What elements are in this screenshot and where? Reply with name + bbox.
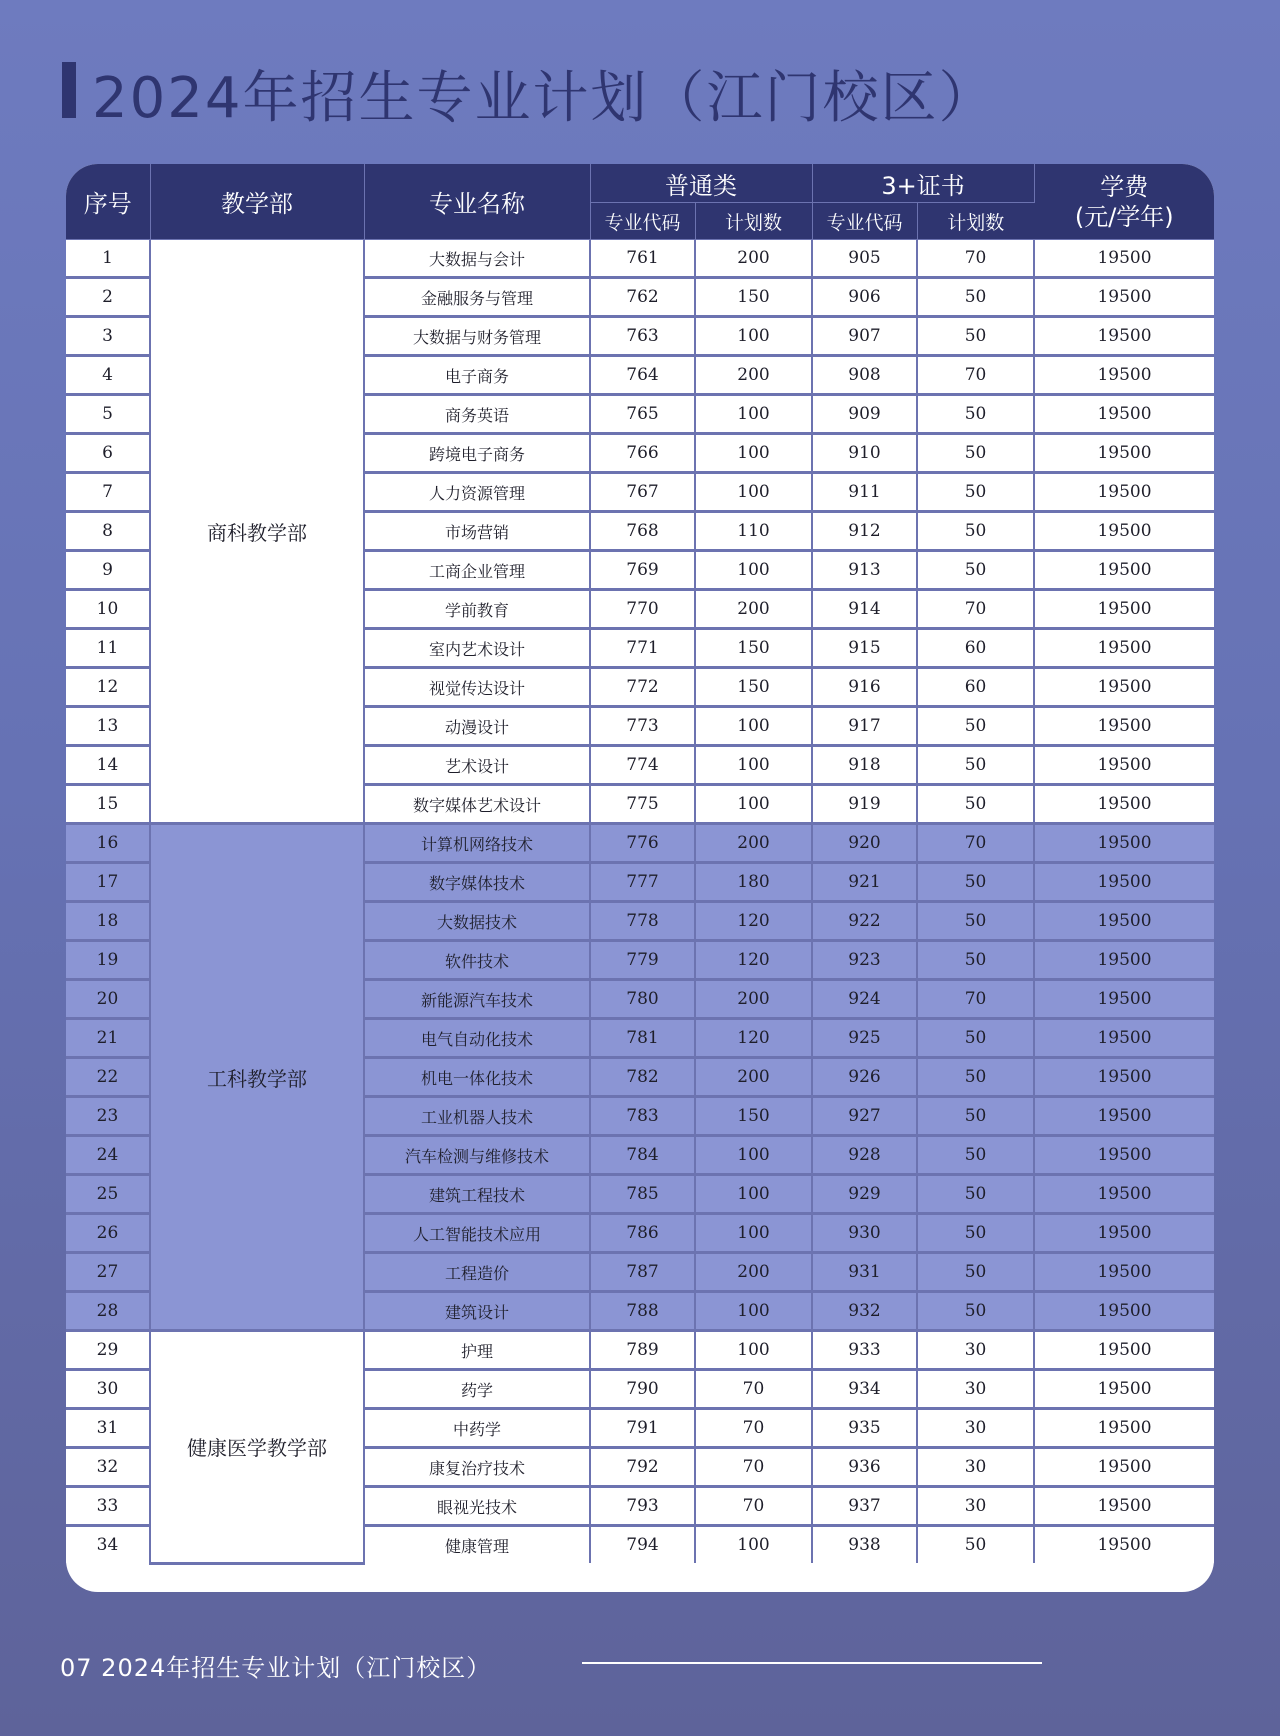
regular-plan-cell: 200 <box>695 1253 812 1292</box>
major-name-cell: 建筑工程技术 <box>364 1175 590 1214</box>
header-major: 专业名称 <box>364 164 590 240</box>
cert-code-cell: 930 <box>812 1214 917 1253</box>
footer-divider <box>582 1662 1042 1664</box>
seq-cell: 18 <box>66 902 150 941</box>
seq-cell: 28 <box>66 1292 150 1331</box>
major-name-cell: 大数据与财务管理 <box>364 317 590 356</box>
seq-cell: 7 <box>66 473 150 512</box>
regular-code-cell: 781 <box>590 1019 695 1058</box>
header-regular-code: 专业代码 <box>590 203 695 240</box>
enrollment-plan-table <box>66 164 1214 1565</box>
header-cert: 3+证书 <box>812 164 1034 203</box>
regular-plan-cell: 180 <box>695 863 812 902</box>
major-name-cell: 建筑设计 <box>364 1292 590 1331</box>
title-accent-bar <box>62 62 76 118</box>
regular-code-cell: 765 <box>590 395 695 434</box>
major-name-cell: 新能源汽车技术 <box>364 980 590 1019</box>
enrollment-plan-table-container <box>66 164 1214 1592</box>
cert-plan-cell: 70 <box>917 980 1034 1019</box>
regular-plan-cell: 100 <box>695 785 812 824</box>
regular-code-cell: 782 <box>590 1058 695 1097</box>
seq-cell: 3 <box>66 317 150 356</box>
regular-plan-cell: 100 <box>695 1136 812 1175</box>
regular-code-cell: 768 <box>590 512 695 551</box>
cert-code-cell: 915 <box>812 629 917 668</box>
fee-cell: 19500 <box>1034 1097 1214 1136</box>
cert-plan-cell: 50 <box>917 1136 1034 1175</box>
fee-cell: 19500 <box>1034 356 1214 395</box>
regular-code-cell: 776 <box>590 824 695 863</box>
seq-cell: 14 <box>66 746 150 785</box>
regular-code-cell: 761 <box>590 240 695 278</box>
fee-cell: 19500 <box>1034 902 1214 941</box>
regular-code-cell: 764 <box>590 356 695 395</box>
cert-plan-cell: 50 <box>917 902 1034 941</box>
cert-code-cell: 906 <box>812 278 917 317</box>
fee-cell: 19500 <box>1034 1331 1214 1370</box>
seq-cell: 12 <box>66 668 150 707</box>
major-name-cell: 工程造价 <box>364 1253 590 1292</box>
cert-plan-cell: 70 <box>917 240 1034 278</box>
fee-cell: 19500 <box>1034 1526 1214 1564</box>
regular-code-cell: 788 <box>590 1292 695 1331</box>
seq-cell: 31 <box>66 1409 150 1448</box>
major-name-cell: 健康管理 <box>364 1526 590 1564</box>
major-name-cell: 室内艺术设计 <box>364 629 590 668</box>
major-name-cell: 药学 <box>364 1370 590 1409</box>
major-name-cell: 跨境电子商务 <box>364 434 590 473</box>
seq-cell: 26 <box>66 1214 150 1253</box>
cert-code-cell: 905 <box>812 240 917 278</box>
regular-plan-cell: 150 <box>695 629 812 668</box>
regular-plan-cell: 120 <box>695 1019 812 1058</box>
fee-cell: 19500 <box>1034 395 1214 434</box>
regular-code-cell: 780 <box>590 980 695 1019</box>
footer-caption: 07 2024年招生专业计划（江门校区） <box>60 1654 492 1682</box>
major-name-cell: 数字媒体艺术设计 <box>364 785 590 824</box>
cert-code-cell: 928 <box>812 1136 917 1175</box>
seq-cell: 1 <box>66 240 150 278</box>
regular-plan-cell: 100 <box>695 395 812 434</box>
seq-cell: 20 <box>66 980 150 1019</box>
cert-code-cell: 922 <box>812 902 917 941</box>
seq-cell: 29 <box>66 1331 150 1370</box>
regular-plan-cell: 100 <box>695 1175 812 1214</box>
seq-cell: 33 <box>66 1487 150 1526</box>
regular-plan-cell: 100 <box>695 707 812 746</box>
regular-code-cell: 792 <box>590 1448 695 1487</box>
table-row <box>66 824 1214 863</box>
seq-cell: 19 <box>66 941 150 980</box>
regular-plan-cell: 120 <box>695 902 812 941</box>
cert-plan-cell: 50 <box>917 434 1034 473</box>
cert-code-cell: 936 <box>812 1448 917 1487</box>
major-name-cell: 工商企业管理 <box>364 551 590 590</box>
table-body <box>66 240 1214 1564</box>
seq-cell: 5 <box>66 395 150 434</box>
cert-code-cell: 937 <box>812 1487 917 1526</box>
fee-cell: 19500 <box>1034 278 1214 317</box>
regular-code-cell: 771 <box>590 629 695 668</box>
cert-code-cell: 929 <box>812 1175 917 1214</box>
cert-code-cell: 913 <box>812 551 917 590</box>
seq-cell: 23 <box>66 1097 150 1136</box>
regular-plan-cell: 200 <box>695 240 812 278</box>
regular-plan-cell: 200 <box>695 824 812 863</box>
cert-plan-cell: 50 <box>917 707 1034 746</box>
header-fee-line1: 学费 <box>1100 172 1149 201</box>
regular-code-cell: 784 <box>590 1136 695 1175</box>
fee-cell: 19500 <box>1034 863 1214 902</box>
major-name-cell: 动漫设计 <box>364 707 590 746</box>
regular-plan-cell: 100 <box>695 1331 812 1370</box>
regular-code-cell: 763 <box>590 317 695 356</box>
fee-cell: 19500 <box>1034 1292 1214 1331</box>
cert-plan-cell: 50 <box>917 317 1034 356</box>
cert-plan-cell: 70 <box>917 590 1034 629</box>
regular-plan-cell: 150 <box>695 668 812 707</box>
major-name-cell: 数字媒体技术 <box>364 863 590 902</box>
regular-code-cell: 775 <box>590 785 695 824</box>
cert-plan-cell: 50 <box>917 941 1034 980</box>
cert-plan-cell: 50 <box>917 1019 1034 1058</box>
regular-plan-cell: 150 <box>695 1097 812 1136</box>
cert-plan-cell: 50 <box>917 1097 1034 1136</box>
regular-code-cell: 789 <box>590 1331 695 1370</box>
cert-code-cell: 908 <box>812 356 917 395</box>
fee-cell: 19500 <box>1034 551 1214 590</box>
major-name-cell: 艺术设计 <box>364 746 590 785</box>
header-regular-plan: 计划数 <box>695 203 812 240</box>
cert-plan-cell: 30 <box>917 1487 1034 1526</box>
fee-cell: 19500 <box>1034 629 1214 668</box>
cert-plan-cell: 50 <box>917 278 1034 317</box>
cert-plan-cell: 60 <box>917 668 1034 707</box>
cert-code-cell: 910 <box>812 434 917 473</box>
cert-code-cell: 934 <box>812 1370 917 1409</box>
cert-code-cell: 912 <box>812 512 917 551</box>
regular-plan-cell: 100 <box>695 1526 812 1564</box>
cert-code-cell: 911 <box>812 473 917 512</box>
fee-cell: 19500 <box>1034 240 1214 278</box>
regular-code-cell: 793 <box>590 1487 695 1526</box>
fee-cell: 19500 <box>1034 746 1214 785</box>
cert-plan-cell: 60 <box>917 629 1034 668</box>
regular-code-cell: 783 <box>590 1097 695 1136</box>
fee-cell: 19500 <box>1034 1058 1214 1097</box>
regular-plan-cell: 100 <box>695 551 812 590</box>
header-fee <box>1034 164 1214 240</box>
seq-cell: 16 <box>66 824 150 863</box>
regular-code-cell: 766 <box>590 434 695 473</box>
cert-code-cell: 918 <box>812 746 917 785</box>
regular-plan-cell: 100 <box>695 1292 812 1331</box>
major-name-cell: 市场营销 <box>364 512 590 551</box>
seq-cell: 27 <box>66 1253 150 1292</box>
major-name-cell: 护理 <box>364 1331 590 1370</box>
cert-code-cell: 924 <box>812 980 917 1019</box>
cert-plan-cell: 50 <box>917 512 1034 551</box>
seq-cell: 8 <box>66 512 150 551</box>
regular-code-cell: 787 <box>590 1253 695 1292</box>
fee-cell: 19500 <box>1034 785 1214 824</box>
major-name-cell: 人力资源管理 <box>364 473 590 512</box>
regular-code-cell: 762 <box>590 278 695 317</box>
cert-code-cell: 932 <box>812 1292 917 1331</box>
seq-cell: 2 <box>66 278 150 317</box>
regular-code-cell: 791 <box>590 1409 695 1448</box>
major-name-cell: 软件技术 <box>364 941 590 980</box>
seq-cell: 9 <box>66 551 150 590</box>
cert-plan-cell: 30 <box>917 1409 1034 1448</box>
cert-plan-cell: 50 <box>917 1175 1034 1214</box>
cert-plan-cell: 50 <box>917 1214 1034 1253</box>
seq-cell: 17 <box>66 863 150 902</box>
cert-code-cell: 909 <box>812 395 917 434</box>
seq-cell: 6 <box>66 434 150 473</box>
fee-cell: 19500 <box>1034 473 1214 512</box>
cert-plan-cell: 30 <box>917 1331 1034 1370</box>
regular-code-cell: 767 <box>590 473 695 512</box>
regular-plan-cell: 100 <box>695 434 812 473</box>
cert-code-cell: 927 <box>812 1097 917 1136</box>
seq-cell: 25 <box>66 1175 150 1214</box>
cert-code-cell: 923 <box>812 941 917 980</box>
fee-cell: 19500 <box>1034 590 1214 629</box>
regular-code-cell: 769 <box>590 551 695 590</box>
regular-code-cell: 794 <box>590 1526 695 1564</box>
regular-code-cell: 777 <box>590 863 695 902</box>
regular-plan-cell: 100 <box>695 317 812 356</box>
major-name-cell: 汽车检测与维修技术 <box>364 1136 590 1175</box>
regular-plan-cell: 100 <box>695 473 812 512</box>
seq-cell: 13 <box>66 707 150 746</box>
major-name-cell: 学前教育 <box>364 590 590 629</box>
cert-plan-cell: 50 <box>917 785 1034 824</box>
cert-plan-cell: 50 <box>917 746 1034 785</box>
cert-code-cell: 916 <box>812 668 917 707</box>
seq-cell: 10 <box>66 590 150 629</box>
fee-cell: 19500 <box>1034 1019 1214 1058</box>
regular-plan-cell: 200 <box>695 590 812 629</box>
cert-code-cell: 931 <box>812 1253 917 1292</box>
regular-plan-cell: 120 <box>695 941 812 980</box>
major-name-cell: 电子商务 <box>364 356 590 395</box>
cert-plan-cell: 50 <box>917 863 1034 902</box>
major-name-cell: 人工智能技术应用 <box>364 1214 590 1253</box>
cert-code-cell: 938 <box>812 1526 917 1564</box>
cert-plan-cell: 50 <box>917 473 1034 512</box>
cert-plan-cell: 30 <box>917 1448 1034 1487</box>
table-row <box>66 240 1214 278</box>
major-name-cell: 大数据与会计 <box>364 240 590 278</box>
regular-plan-cell: 200 <box>695 356 812 395</box>
regular-code-cell: 770 <box>590 590 695 629</box>
major-name-cell: 眼视光技术 <box>364 1487 590 1526</box>
seq-cell: 34 <box>66 1526 150 1564</box>
regular-code-cell: 785 <box>590 1175 695 1214</box>
regular-plan-cell: 70 <box>695 1448 812 1487</box>
fee-cell: 19500 <box>1034 707 1214 746</box>
fee-cell: 19500 <box>1034 1214 1214 1253</box>
regular-code-cell: 786 <box>590 1214 695 1253</box>
fee-cell: 19500 <box>1034 941 1214 980</box>
major-name-cell: 视觉传达设计 <box>364 668 590 707</box>
fee-cell: 19500 <box>1034 317 1214 356</box>
seq-cell: 4 <box>66 356 150 395</box>
cert-code-cell: 935 <box>812 1409 917 1448</box>
regular-plan-cell: 100 <box>695 746 812 785</box>
major-name-cell: 商务英语 <box>364 395 590 434</box>
cert-plan-cell: 50 <box>917 1253 1034 1292</box>
fee-cell: 19500 <box>1034 1448 1214 1487</box>
regular-plan-cell: 200 <box>695 980 812 1019</box>
header-cert-code: 专业代码 <box>812 203 917 240</box>
seq-cell: 11 <box>66 629 150 668</box>
cert-plan-cell: 70 <box>917 356 1034 395</box>
seq-cell: 32 <box>66 1448 150 1487</box>
fee-cell: 19500 <box>1034 1487 1214 1526</box>
regular-code-cell: 779 <box>590 941 695 980</box>
cert-code-cell: 917 <box>812 707 917 746</box>
cert-code-cell: 914 <box>812 590 917 629</box>
seq-cell: 30 <box>66 1370 150 1409</box>
cert-code-cell: 920 <box>812 824 917 863</box>
fee-cell: 19500 <box>1034 668 1214 707</box>
cert-plan-cell: 50 <box>917 551 1034 590</box>
regular-plan-cell: 70 <box>695 1409 812 1448</box>
cert-code-cell: 921 <box>812 863 917 902</box>
regular-code-cell: 774 <box>590 746 695 785</box>
cert-code-cell: 919 <box>812 785 917 824</box>
fee-cell: 19500 <box>1034 1370 1214 1409</box>
fee-cell: 19500 <box>1034 512 1214 551</box>
header-regular: 普通类 <box>590 164 812 203</box>
regular-code-cell: 790 <box>590 1370 695 1409</box>
dept-cell: 商科教学部 <box>150 240 364 824</box>
dept-cell: 工科教学部 <box>150 824 364 1331</box>
major-name-cell: 中药学 <box>364 1409 590 1448</box>
page-title: 2024年招生专业计划（江门校区） <box>92 66 997 131</box>
major-name-cell: 计算机网络技术 <box>364 824 590 863</box>
seq-cell: 22 <box>66 1058 150 1097</box>
seq-cell: 15 <box>66 785 150 824</box>
regular-plan-cell: 150 <box>695 278 812 317</box>
fee-cell: 19500 <box>1034 1253 1214 1292</box>
regular-plan-cell: 200 <box>695 1058 812 1097</box>
major-name-cell: 电气自动化技术 <box>364 1019 590 1058</box>
major-name-cell: 机电一体化技术 <box>364 1058 590 1097</box>
regular-code-cell: 772 <box>590 668 695 707</box>
cert-code-cell: 907 <box>812 317 917 356</box>
cert-plan-cell: 50 <box>917 1292 1034 1331</box>
fee-cell: 19500 <box>1034 434 1214 473</box>
cert-plan-cell: 30 <box>917 1370 1034 1409</box>
regular-plan-cell: 70 <box>695 1487 812 1526</box>
header-fee-line2: (元/学年) <box>1074 202 1174 231</box>
major-name-cell: 工业机器人技术 <box>364 1097 590 1136</box>
cert-plan-cell: 50 <box>917 1058 1034 1097</box>
cert-plan-cell: 50 <box>917 1526 1034 1564</box>
cert-plan-cell: 50 <box>917 395 1034 434</box>
cert-plan-cell: 70 <box>917 824 1034 863</box>
fee-cell: 19500 <box>1034 1175 1214 1214</box>
header-seq: 序号 <box>66 164 150 240</box>
fee-cell: 19500 <box>1034 980 1214 1019</box>
cert-code-cell: 933 <box>812 1331 917 1370</box>
major-name-cell: 康复治疗技术 <box>364 1448 590 1487</box>
cert-code-cell: 925 <box>812 1019 917 1058</box>
cert-code-cell: 926 <box>812 1058 917 1097</box>
seq-cell: 24 <box>66 1136 150 1175</box>
header-cert-plan: 计划数 <box>917 203 1034 240</box>
table-row <box>66 1331 1214 1370</box>
regular-plan-cell: 70 <box>695 1370 812 1409</box>
regular-code-cell: 778 <box>590 902 695 941</box>
major-name-cell: 大数据技术 <box>364 902 590 941</box>
dept-cell: 健康医学教学部 <box>150 1331 364 1564</box>
fee-cell: 19500 <box>1034 1409 1214 1448</box>
regular-plan-cell: 100 <box>695 1214 812 1253</box>
fee-cell: 19500 <box>1034 1136 1214 1175</box>
regular-plan-cell: 110 <box>695 512 812 551</box>
header-dept: 教学部 <box>150 164 364 240</box>
regular-code-cell: 773 <box>590 707 695 746</box>
seq-cell: 21 <box>66 1019 150 1058</box>
major-name-cell: 金融服务与管理 <box>364 278 590 317</box>
fee-cell: 19500 <box>1034 824 1214 863</box>
